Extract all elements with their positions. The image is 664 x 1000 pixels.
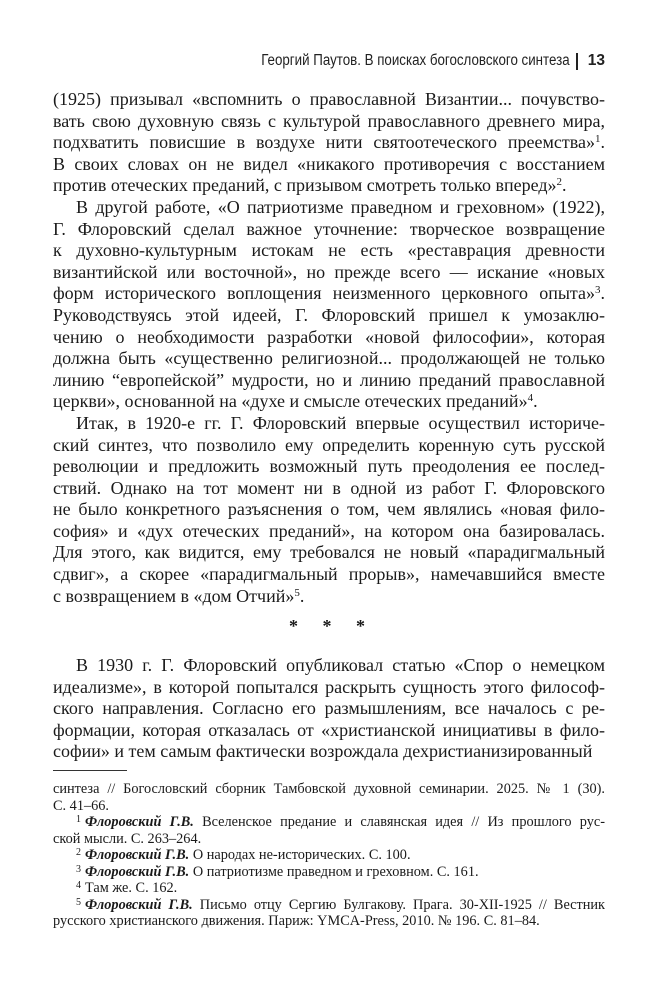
line-text: подхватить повисшие в воздухе нити святоотеческого преемства» (53, 132, 595, 153)
text-line (53, 111, 605, 133)
footnote-line (53, 864, 605, 881)
line-text: Итак, в 1920-е гг. Г. Флоровский впервые осуществил историче- (76, 412, 605, 433)
text-line (53, 564, 605, 586)
footnote-text: О патриотизме праведном и греховном. С. 161. (192, 863, 479, 880)
footnote-text: Вселенское предание и славянская идея // Из прошлого рус- (202, 814, 606, 830)
footnote-text: Там же. С. 162. (85, 880, 178, 896)
footnote-line (53, 897, 605, 914)
footnote-text: синтеза // Богословский сборник Тамбовской духовной семинарии. 2025. № 1 (30). (53, 781, 605, 797)
footnote-marker: 3 (595, 284, 601, 297)
text-line (53, 391, 605, 413)
header-divider (576, 53, 578, 70)
footnote-text: ской мысли. С. 263–264. (53, 830, 202, 847)
text-line (53, 327, 605, 349)
line-text: (1925) призывал «вспомнить о православной Византии... почувство- (53, 89, 605, 109)
line-text: формации, которая отказалась от «христианской инициативы в фило- (53, 719, 605, 740)
footnote-marker: 5 (294, 586, 300, 599)
running-header (211, 50, 605, 72)
text-line (53, 132, 605, 154)
page-number: 13 (587, 52, 605, 69)
text-line (53, 413, 605, 435)
text-line (53, 262, 605, 284)
text-line (53, 348, 605, 370)
text-line (53, 586, 605, 608)
footnote-author: Флоровский Г.В. (85, 814, 194, 830)
text-line (53, 219, 605, 241)
line-text: революции и предложить возможный путь преодоления ее послед- (53, 456, 605, 477)
footnote-line (53, 847, 605, 864)
footnote-author: Флоровский Г.В. (85, 847, 190, 863)
line-text: ский синтез, что позволило ему определить коренную суть русской (53, 434, 605, 455)
footnote-number: 4 (76, 880, 81, 891)
line-text: вать свою духовную связь с культурой православного древнего мира, (53, 110, 605, 131)
footnote-marker: 1 (595, 133, 601, 146)
line-text: линию “европейской” мудрости, но и линию преданий православной (53, 369, 605, 390)
line-tail: . (600, 283, 605, 304)
line-text: ского направления. Согласно его размышлениям, все началось с ре- (53, 698, 605, 719)
line-tail: . (533, 391, 538, 412)
text-line (53, 456, 605, 478)
text-line (53, 435, 605, 457)
line-text: должна быть «существенно религиозной... продолжающей не только (53, 348, 605, 369)
footnote-number: 1 (76, 814, 81, 825)
footnote-line (53, 814, 605, 831)
line-text: В 1930 г. Г. Флоровский опубликовал статью «Спор о немецком (76, 655, 605, 675)
line-text: софия» и «дух отеческих преданий», на котором она базировалась. (53, 520, 605, 541)
footnote-line (53, 831, 605, 848)
footnotes (53, 781, 605, 930)
text-line (53, 370, 605, 392)
line-tail: . (561, 175, 567, 196)
text-line (53, 499, 605, 521)
footnote-marker: 4 (527, 392, 534, 405)
running-header-title: Георгий Паутов. В поисках богословского синтеза (261, 52, 570, 69)
line-text: к духовно-культурным истокам не есть «реставрация древности (53, 240, 605, 261)
section-separator: * * * (289, 616, 375, 636)
line-text: не было конкретного разъяснения о том, чем являлись «новая фило- (53, 499, 605, 520)
text-line (53, 478, 605, 500)
line-text: В другой работе, «О патриотизме праведном и греховном» (1922), (76, 196, 605, 217)
text-line (53, 89, 605, 111)
line-text: ствий. Однако на тот момент ни в одной из работ Г. Флоровского (53, 477, 605, 498)
footnote-number: 3 (76, 863, 81, 875)
body-text-continued (53, 655, 605, 763)
text-line (53, 197, 605, 219)
text-line (53, 175, 605, 197)
text-line (53, 283, 605, 305)
footnote-rule (53, 770, 127, 771)
text-line (53, 542, 605, 564)
text-line (53, 655, 605, 677)
footnote-author: Флоровский Г.В. (85, 896, 193, 913)
footnote-number: 5 (76, 896, 81, 908)
line-text: византийской или восточной», но прежде всего — искание «новых (53, 261, 605, 282)
body-text (53, 89, 605, 607)
text-line (53, 154, 605, 176)
footnote-line (53, 880, 605, 897)
line-tail: . (299, 585, 305, 606)
text-line (53, 741, 605, 763)
text-line (53, 720, 605, 742)
footnote-marker: 2 (556, 176, 562, 189)
footnote-text: русского христианского движения. Париж: YMCA-Press, 2010. № 196. С. 81–84. (53, 913, 540, 929)
text-line (53, 698, 605, 720)
line-text: Для этого, как видится, ему требовался не новый «парадигмальный (53, 542, 605, 563)
footnote-line (53, 781, 605, 798)
line-text: Г. Флоровский сделал важное уточнение: творческое возвращение (53, 218, 605, 239)
footnote-text: Письмо отцу Сергию Булгакову. Прага. 30-XII-1925 // Вестник (199, 896, 605, 913)
line-text: церкви», основанной на «духе и смысле отеческих преданий» (53, 391, 528, 412)
line-text: В своих словах он не видел «никакого противоречия с восстанием (53, 153, 605, 174)
line-text: идеализме», в которой попытался раскрыть сущность этого философ- (53, 676, 605, 697)
footnote-line (53, 798, 605, 815)
line-text: против отеческих преданий, с призывом смотреть только вперед» (53, 175, 557, 196)
line-text: форм исторического воплощения неизменного церковного опыта» (53, 283, 595, 304)
line-text: с возвращением в «дом Отчий» (53, 585, 295, 606)
text-line (53, 240, 605, 262)
line-text: чению о необходимости разработки «новой философии», которая (53, 326, 605, 347)
footnote-line (53, 913, 605, 930)
line-text: софии» и тем самым фактически возрождала дехристианизированный (53, 741, 593, 762)
text-line (53, 521, 605, 543)
line-tail: . (600, 132, 605, 153)
footnote-number: 2 (76, 847, 81, 858)
line-text: сдвиг», а скорее «парадигмальный прорыв», намечавшийся вместе (53, 564, 605, 585)
text-line (53, 677, 605, 699)
line-text: Руководствуясь этой идеей, Г. Флоровский пришел к умозаклю- (53, 304, 605, 325)
footnote-author: Флоровский Г.В. (85, 863, 190, 880)
footnote-text: О народах не-исторических. С. 100. (192, 847, 411, 863)
footnote-text: С. 41–66. (53, 797, 110, 814)
text-line (53, 305, 605, 327)
